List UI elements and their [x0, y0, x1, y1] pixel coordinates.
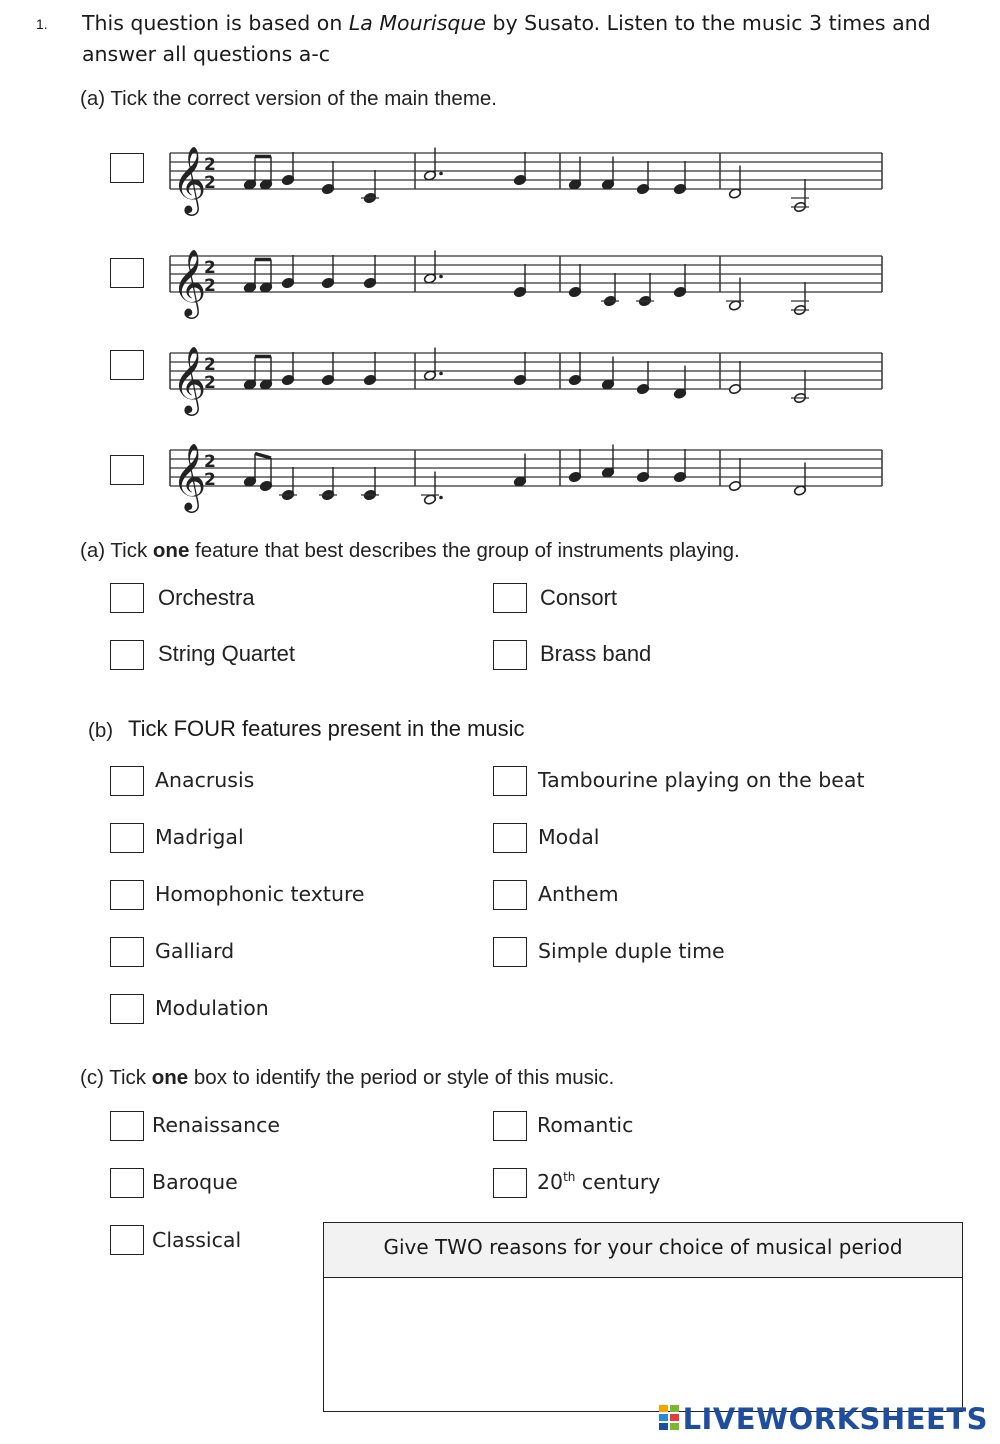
baroque-checkbox[interactable] [110, 1168, 144, 1198]
twentieth-century-checkbox[interactable] [493, 1168, 527, 1198]
prompt-text-end: feature that best describes the group of instruments playing. [189, 539, 740, 562]
prompt-text: (a) Tick [80, 539, 153, 562]
anacrusis-checkbox[interactable] [110, 766, 144, 796]
romantic-checkbox[interactable] [493, 1111, 527, 1141]
brass-band-checkbox[interactable] [493, 640, 527, 670]
option-orchestra: Orchestra [158, 585, 255, 610]
string-quartet-checkbox[interactable] [110, 640, 144, 670]
option-modulation: Modulation [155, 996, 269, 1020]
reasons-table [323, 1222, 963, 1412]
note-head [728, 458, 741, 492]
treble-clef-icon: 𝄞 [172, 248, 207, 316]
note-head [321, 255, 334, 289]
time-signature-bottom: 2 [204, 276, 216, 296]
treble-clef-icon: 𝄞 [172, 442, 207, 510]
logo-text: LIVEWORKSHEETS [682, 1402, 988, 1436]
theme-option-1-checkbox[interactable] [110, 153, 144, 183]
treble-clef-icon: 𝄞 [172, 345, 207, 413]
simple-duple-checkbox[interactable] [493, 937, 527, 967]
liveworksheets-logo [659, 1402, 988, 1436]
note-head [361, 170, 379, 204]
note-head [791, 282, 809, 316]
madrigal-checkbox[interactable] [110, 823, 144, 853]
time-signature-top: 2 [204, 155, 216, 175]
option-baroque: Baroque [152, 1170, 238, 1194]
note-head [321, 352, 334, 386]
time-signature-top: 2 [204, 452, 216, 472]
theme-option-3-checkbox[interactable] [110, 350, 144, 380]
note-head [259, 458, 272, 492]
note-head [791, 179, 809, 213]
time-signature-top: 2 [204, 355, 216, 375]
option-simple-duple: Simple duple time [538, 939, 725, 963]
note-head [363, 352, 376, 386]
note-head [279, 467, 297, 501]
note-head [673, 161, 686, 195]
tambourine-checkbox[interactable] [493, 766, 527, 796]
treble-clef-icon: 𝄞 [172, 145, 207, 213]
note-head [513, 152, 526, 186]
option-consort: Consort [540, 585, 618, 610]
century-number: 20 [537, 1170, 564, 1194]
anthem-checkbox[interactable] [493, 880, 527, 910]
option-tambourine: Tambourine playing on the beat [538, 768, 865, 792]
theme-staff-4 [160, 432, 890, 517]
note-head [601, 273, 619, 307]
option-brass-band: Brass band [540, 641, 652, 666]
homophonic-checkbox[interactable] [110, 880, 144, 910]
note-head [568, 449, 581, 483]
option-romantic: Romantic [537, 1113, 634, 1137]
part-c-prompt [80, 1066, 614, 1090]
note-head [673, 449, 686, 483]
consort-checkbox[interactable] [493, 583, 527, 613]
note-head [281, 352, 294, 386]
theme-staff-2 [160, 238, 890, 333]
century-word: century [575, 1170, 661, 1194]
reasons-answer-area[interactable] [324, 1278, 962, 1410]
note-head [636, 161, 649, 195]
part-b-label: (b) [88, 719, 114, 742]
renaissance-checkbox[interactable] [110, 1111, 144, 1141]
note-head [513, 352, 526, 386]
reasons-header: Give TWO reasons for your choice of musical period [324, 1223, 962, 1278]
time-signature-bottom: 2 [204, 173, 216, 193]
option-anacrusis: Anacrusis [155, 768, 255, 792]
theme-option-4-checkbox[interactable] [110, 455, 144, 485]
note-head [673, 264, 686, 298]
prompt-text: (c) Tick [80, 1066, 152, 1089]
century-sup: th [563, 1170, 576, 1185]
part-b-prompt: Tick FOUR features present in the music [128, 716, 525, 741]
note-head [791, 370, 809, 404]
galliard-checkbox[interactable] [110, 937, 144, 967]
prompt-bold: one [151, 1066, 189, 1089]
note-head [363, 255, 376, 289]
note-head [728, 361, 741, 395]
intro-text: This question is based on [82, 11, 349, 35]
theme-staff-1 [160, 135, 890, 220]
note-head [636, 273, 654, 307]
time-signature-top: 2 [204, 258, 216, 278]
note-head [321, 161, 334, 195]
time-signature-bottom: 2 [204, 470, 216, 490]
option-twentieth-century [537, 1170, 660, 1194]
intro-text-end: by Susato. Listen to the music 3 times and answer all questions a-c [82, 11, 931, 66]
option-renaissance: Renaissance [152, 1113, 280, 1137]
modal-checkbox[interactable] [493, 823, 527, 853]
classical-checkbox[interactable] [110, 1225, 144, 1255]
note-head [513, 264, 526, 298]
theme-option-2-checkbox[interactable] [110, 258, 144, 288]
theme-prompt: (a) Tick the correct version of the main theme. [80, 87, 497, 110]
option-madrigal: Madrigal [155, 825, 244, 849]
theme-staff-3 [160, 335, 890, 420]
orchestra-checkbox[interactable] [110, 583, 144, 613]
note-head [568, 264, 581, 298]
option-string-quartet: String Quartet [158, 641, 295, 666]
question-intro [82, 8, 972, 70]
time-signature-bottom: 2 [204, 373, 216, 393]
option-homophonic: Homophonic texture [155, 882, 365, 906]
modulation-checkbox[interactable] [110, 994, 144, 1024]
note-head [281, 152, 294, 186]
piece-title: La Mourisque [348, 11, 486, 35]
note-head [636, 361, 649, 395]
prompt-text-end: box to identify the period or style of this music. [188, 1066, 615, 1089]
logo-icon [659, 1405, 681, 1431]
question-number: 1. [36, 16, 48, 32]
note-head [361, 467, 379, 501]
option-classical: Classical [152, 1228, 242, 1252]
option-galliard: Galliard [155, 939, 235, 963]
prompt-bold: one [152, 539, 190, 562]
option-anthem: Anthem [538, 882, 619, 906]
instruments-prompt [80, 539, 740, 563]
note-head [319, 467, 337, 501]
note-head [281, 255, 294, 289]
note-head [636, 449, 649, 483]
option-modal: Modal [538, 825, 600, 849]
note-head [568, 352, 581, 386]
